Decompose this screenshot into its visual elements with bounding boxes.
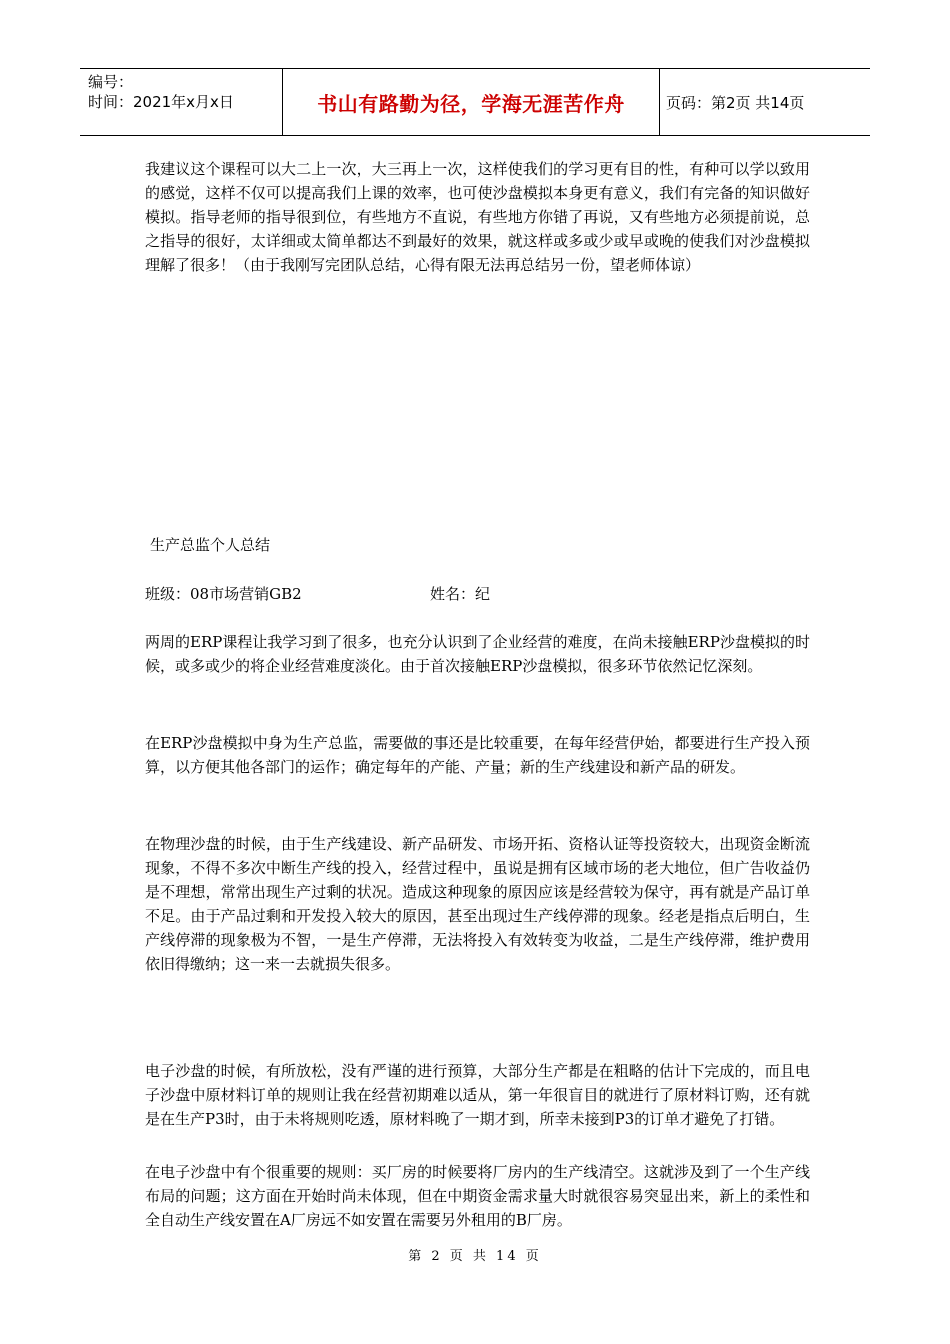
header-motto-cell — [283, 69, 660, 135]
paragraph-production-role: 在ERP沙盘模拟中身为生产总监，需要做的事还是比较重要，在每年经营伊始，都要进行生产投入预算，以方便其他各部门的运作；确定每年的产能、产量；新的生产线建设和新产品的研发。 — [145, 734, 810, 776]
header-motto: 书山有路勤为径，学海无涯苦作舟 — [317, 91, 625, 116]
paragraph-erp-intro: 两周的ERP课程让我学习到了很多，也充分认识到了企业经营的难度，在尚未接触ERP沙盘模拟的时候，或多或少的将企业经营难度淡化。由于首次接触ERP沙盘模拟，很多环节依然记忆深刻。 — [145, 633, 810, 675]
header-meta-cell — [80, 69, 283, 135]
class-label: 班级：08市场营销GB2 — [145, 585, 302, 603]
name-label: 姓名：纪 — [430, 585, 491, 603]
paragraph-course-suggestion: 我建议这个课程可以大二上一次，大三再上一次，这样使我们的学习更有目的性，有种可以学以致用的感觉，这样不仅可以提高我们上课的效率，也可使沙盘模拟本身更有意义，我们有完备的知识做好模拟。指导老师的指导很到位，有些地方不直说，有些地方你错了再说，又有些地方必须提前说，总之指导的很好，太详细或太简单都达不到最好的效果，就这样或多或少或早或晚的使我们对沙盘模拟理解了很多！（由于我刚写完团队总结，心得有限无法再总结另一份，望老师体谅） — [145, 160, 810, 274]
paragraph-physical-sandbox: 在物理沙盘的时候，由于生产线建设、新产品研发、市场开拓、资格认证等投资较大，出现资金断流现象，不得不多次中断生产线的投入，经营过程中，虽说是拥有区域市场的老大地位，但广告收益仍是不理想，常常出现生产过剩的状况。造成这种现象的原因应该是经营较为保守，再有就是产品订单不足。由于产品过剩和开发投入较大的原因，甚至出现过生产线停滞的现象。经老是指点后明白，生产线停滞的现象极为不智，一是生产停滞，无法将投入有效转变为收益，二是生产线停滞，维护费用依旧得缴纳；这一来一去就损失很多。 — [145, 835, 810, 973]
page-footer: 第 2 页 共 14 页 — [408, 1249, 542, 1264]
document-number-label: 编号： — [88, 73, 134, 91]
paragraph-factory-rule: 在电子沙盘中有个很重要的规则：买厂房的时候要将厂房内的生产线清空。这就涉及到了一个生产线布局的问题；这方面在开始时尚未体现，但在中期资金需求量大时就很容易突显出来，新上的柔性和全自动生产线安置在A厂房远不如安置在需要另外租用的B厂房。 — [145, 1163, 810, 1229]
header-page-code: 页码：第2页 共14页 — [666, 93, 805, 112]
header-page-cell — [660, 69, 870, 135]
document-date-label: 时间：2021年x月x日 — [88, 93, 234, 111]
paragraph-electronic-sandbox: 电子沙盘的时候，有所放松，没有严谨的进行预算，大部分生产都是在粗略的估计下完成的，而且电子沙盘中原材料订单的规则让我在经营初期难以适从，第一年很盲目的就进行了原材料订购，还有就是在生产P3时，由于未将规则吃透，原材料晚了一期才到，所幸未接到P3的订单才避免了打错。 — [145, 1062, 810, 1128]
section-title: 生产总监个人总结 — [150, 536, 271, 554]
page-header — [80, 68, 870, 136]
